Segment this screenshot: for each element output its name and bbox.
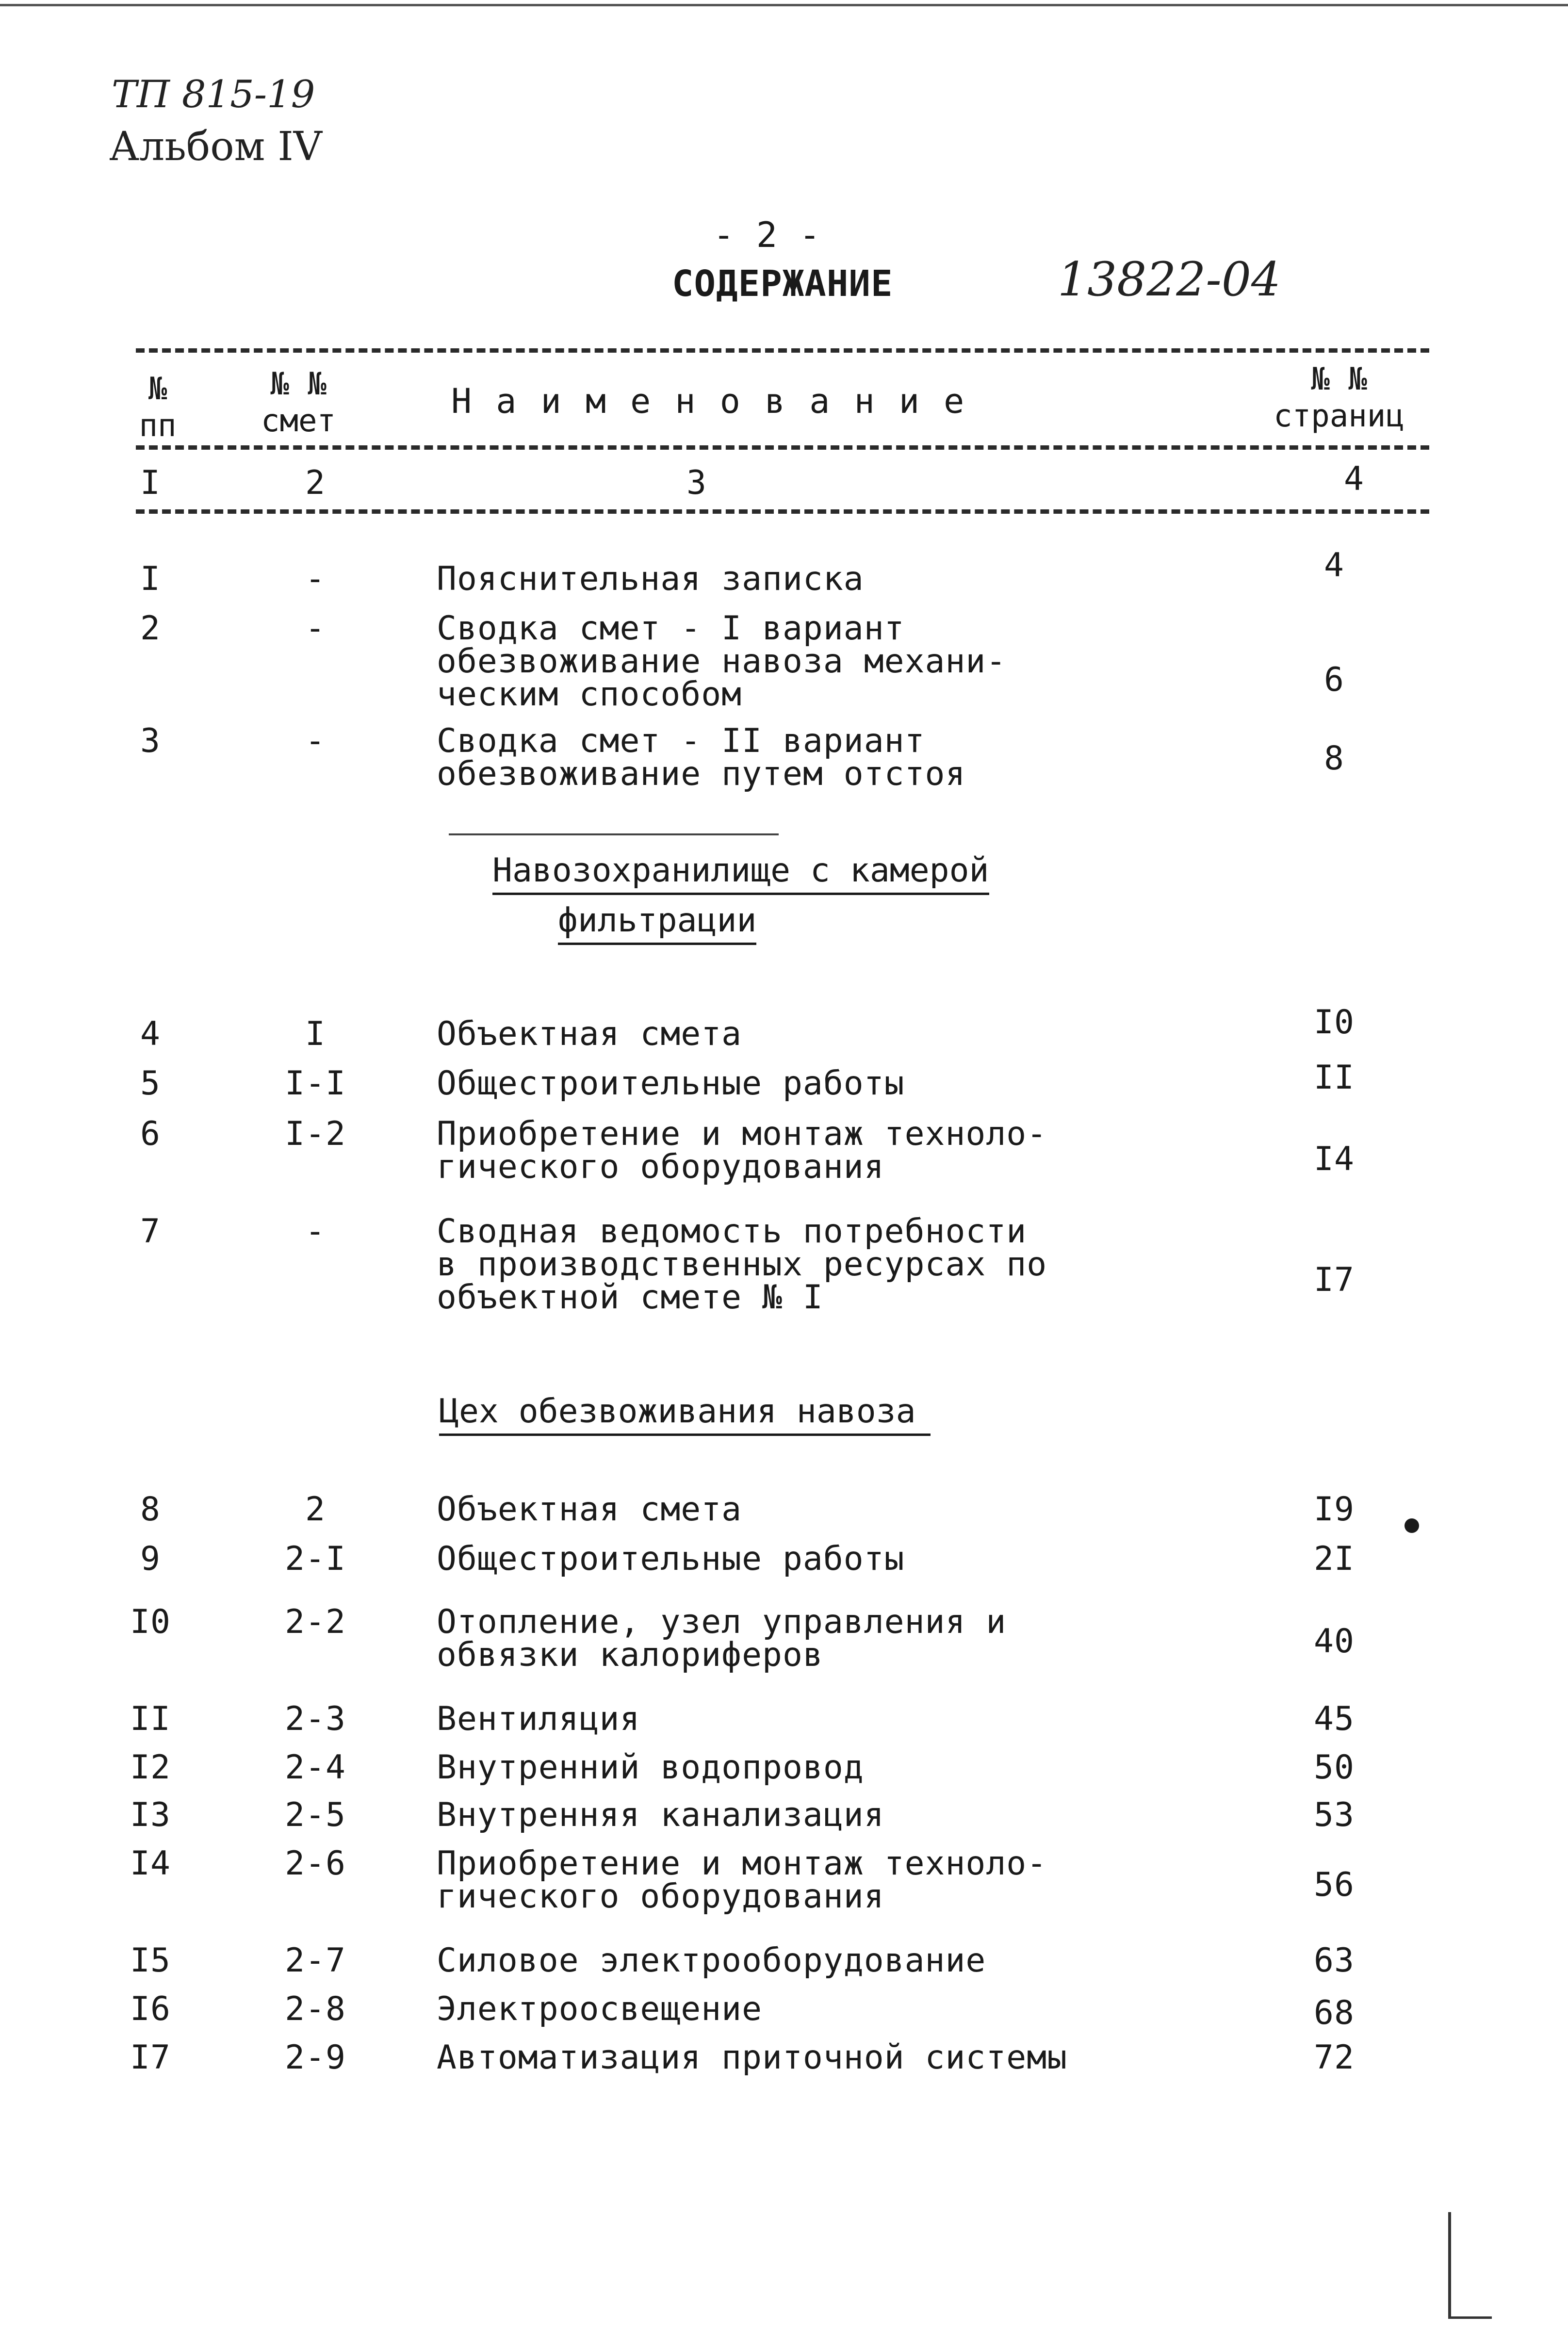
divider	[449, 833, 779, 835]
section-title-dewatering-shop: Цех обезвоживания навоза	[439, 1392, 931, 1436]
section-title-manure-storage: Навозохранилище с камерой	[492, 851, 989, 895]
project-code: ТП 815-19	[112, 73, 315, 116]
column-header-row-number: № пп	[139, 371, 177, 444]
table-index-rule	[136, 509, 1429, 514]
frame-corner-mark	[1448, 2212, 1451, 2319]
album-label: Альбом IV	[109, 124, 323, 170]
scan-edge-line	[0, 4, 1568, 6]
page-title: СОДЕРЖАНИЕ	[672, 263, 893, 305]
column-header-estimate-number: № № смет	[261, 366, 336, 439]
ink-dot	[1405, 1518, 1419, 1533]
table-header-rule	[136, 445, 1429, 450]
column-header-page-number: № № страниц	[1274, 361, 1405, 434]
table-top-rule	[136, 348, 1429, 353]
document-number: 13822-04	[1058, 252, 1281, 307]
page-number-mark: - 2 -	[713, 214, 821, 255]
section-title-manure-storage-cont: фильтрации	[558, 901, 756, 945]
frame-corner-mark-horizontal	[1448, 2316, 1492, 2319]
column-header-name: Н а и м е н о в а н и е	[451, 381, 966, 421]
